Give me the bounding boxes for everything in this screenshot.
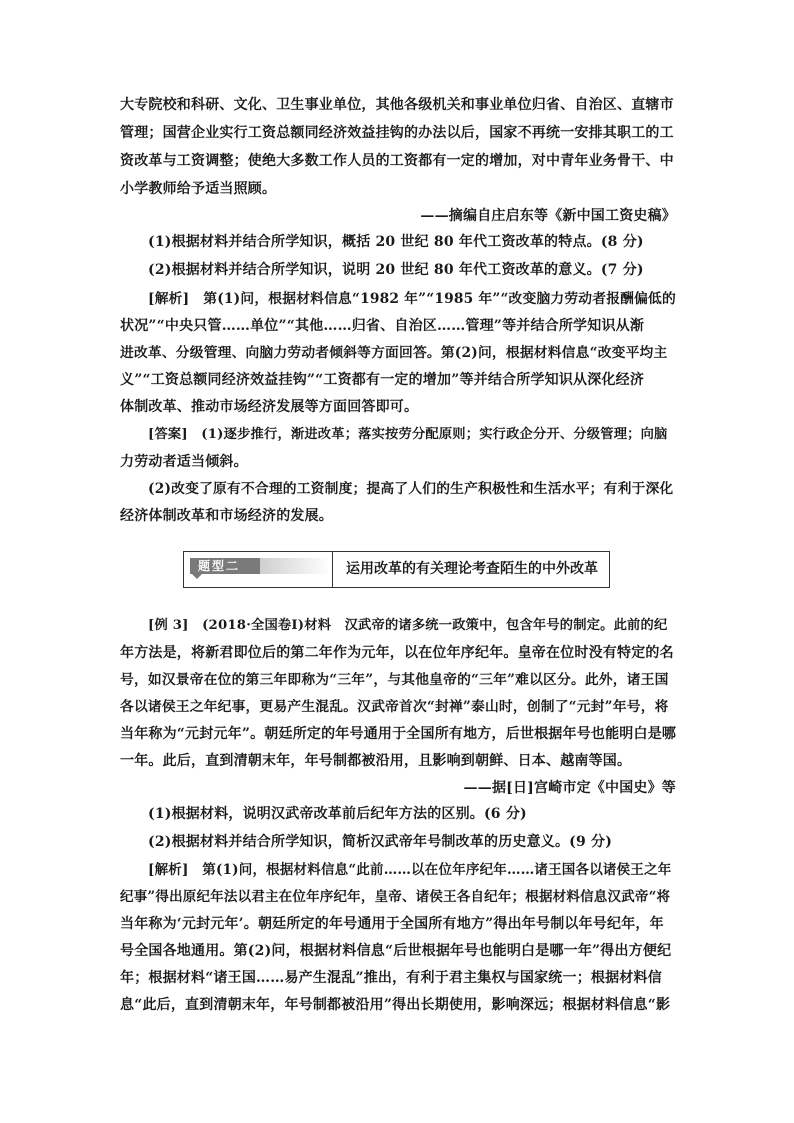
answer-line: [答案] (1)逐步推行，渐进改革；落实按劳分配原则；实行政企分开、分级管理；向脑 bbox=[148, 427, 668, 442]
example-line: 当年称为“元封元年”。朝廷所定的年号通用于全国所有地方，后世根据年号也能明白是哪 bbox=[120, 726, 677, 742]
example-line: [例 3] (2018·全国卷Ⅰ)材料 汉武帝的诸多统一政策中，包含年号的制定。此前的纪 bbox=[148, 618, 668, 633]
source-citation: ——摘编自庄启东等《新中国工资史稿》 bbox=[420, 208, 676, 224]
analysis-line: 年；根据材料“诸王国……易产生混乱”推出，有利于君主集权与国家统一；根据材料信 bbox=[120, 970, 662, 986]
answer-line: 经济体制改革和市场经济的发展。 bbox=[120, 508, 333, 524]
example-line: 一年。此后，直到清朝末年，年号制都被沿用，且影响到朝鲜、日本、越南等国。 bbox=[120, 753, 632, 769]
material-line: 资改革与工资调整；使绝大多数工作人员的工资都有一定的增加，对中青年业务骨干、中 bbox=[120, 153, 674, 169]
analysis-line: 息“此后，直到清朝末年，年号制都被沿用”得出长期使用，影响深远；根据材料信息“影 bbox=[120, 997, 671, 1013]
analysis-line: 进改革、分级管理、向脑力劳动者倾斜等方面回答。第(2)问，根据材料信息“改变平均主 bbox=[120, 345, 668, 361]
analysis-line: 义”“工资总额同经济效益挂钩”“工资都有一定的增加”等并结合所学知识从深化经济 bbox=[120, 372, 645, 388]
analysis-line: 体制改革、推动市场经济发展等方面回答即可。 bbox=[120, 399, 419, 415]
question-line: (1)根据材料，说明汉武帝改革前后纪年方法的区别。(6 分) bbox=[148, 806, 527, 822]
example-line: 年方法是，将新君即位后的第二年作为元年，以在位年序纪年。皇帝在位时没有特定的名 bbox=[120, 645, 674, 661]
analysis-line: [解析] 第(1)问，根据材料信息“此前……以在位年序纪年……诸王国各以诸侯王之年 bbox=[148, 862, 672, 878]
analysis-line: 状况”“中央只管……单位”“其他……归省、自治区……管理”等并结合所学知识从渐 bbox=[120, 318, 645, 334]
example-line: 各以诸侯王之年纪事，更易产生混乱。汉武帝首次“封禅”泰山时，创制了“元封”年号，将 bbox=[120, 699, 669, 715]
analysis-line: 纪事”得出原纪年法以君主在位年序纪年，皇帝、诸侯王各自纪年；根据材料信息汉武帝“将 bbox=[120, 889, 671, 905]
answer-line: (2)改变了原有不合理的工资制度；提高了人们的生产积极性和生活水平；有利于深化 bbox=[148, 481, 674, 497]
analysis-line: [解析] 第(1)问，根据材料信息“1982 年”“1985 年”“改变脑力劳动者报酬偏低的 bbox=[148, 291, 676, 307]
material-line: 管理；国营企业实行工资总额同经济效益挂钩的办法以后，国家不再统一安排其职工的工 bbox=[120, 125, 674, 141]
question-line: (2)根据材料并结合所学知识，说明 20 世纪 80 年代工资改革的意义。(7 分) bbox=[148, 262, 644, 278]
section-title: 运用改革的有关理论考查陌生的中外改革 bbox=[346, 561, 598, 577]
example-line: 号，如汉景帝在位的第三年即称为“三年”，与其他皇帝的“三年”难以区分。此外，诸王国 bbox=[120, 672, 669, 688]
question-line: (1)根据材料并结合所学知识，概括 20 世纪 80 年代工资改革的特点。(8 分) bbox=[148, 234, 644, 250]
section-tag-pointer bbox=[192, 574, 202, 579]
analysis-line: 号全国各地通用。第(2)问，根据材料信息“后世根据年号也能明白是哪一年”得出方便纪 bbox=[120, 943, 672, 959]
banner-divider bbox=[332, 552, 333, 587]
answer-line: 力劳动者适当倾斜。 bbox=[120, 454, 248, 470]
material-line: 大专院校和科研、文化、卫生事业单位，其他各级机关和事业单位归省、自治区、直辖市 bbox=[120, 97, 674, 113]
material-line: 小学教师给予适当照顾。 bbox=[120, 181, 277, 197]
section-banner bbox=[183, 551, 610, 588]
analysis-line: 当年称为‘元封元年’。朝廷所定的年号通用于全国所有地方”得出年号制以年号纪年，年 bbox=[120, 916, 664, 932]
section-tag: 题型二 bbox=[190, 558, 260, 574]
section-tag-gradient bbox=[260, 558, 330, 574]
source-citation: ——据[日]宫崎市定《中国史》等 bbox=[463, 780, 676, 796]
question-line: (2)根据材料并结合所学知识，简析汉武帝年号制改革的历史意义。(9 分) bbox=[148, 834, 613, 850]
